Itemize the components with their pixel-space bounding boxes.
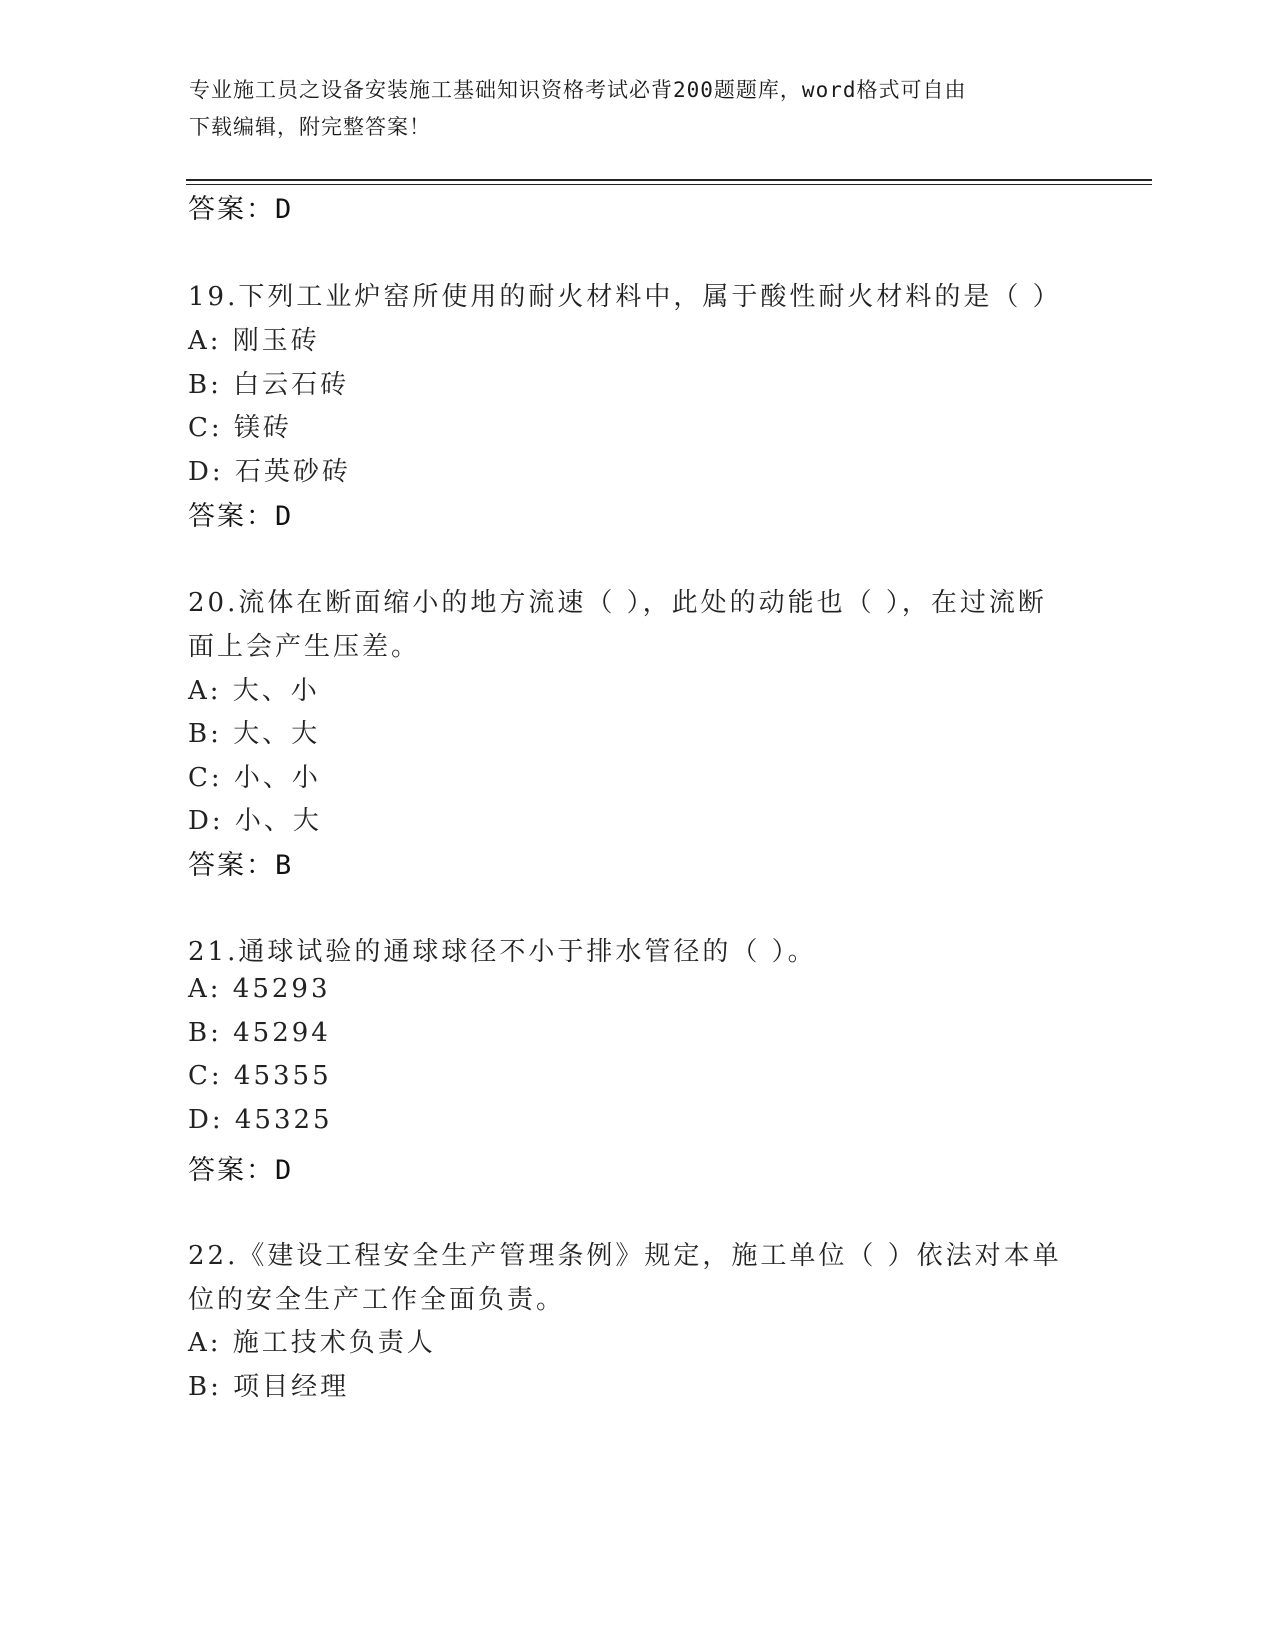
answer-value: D xyxy=(275,1155,294,1186)
answer-label: 答案： xyxy=(188,850,275,881)
question-22-option-b: B: 项目经理 xyxy=(188,1372,350,1402)
answer-value: D xyxy=(275,194,294,225)
question-21-option-c: C: 45355 xyxy=(188,1061,332,1091)
question-21-option-b: B: 45294 xyxy=(188,1018,331,1048)
page-header xyxy=(189,72,1089,146)
question-21-text: 21.通球试验的通球球径不小于排水管径的（ ）。 xyxy=(188,937,817,967)
header-line-1: 专业施工员之设备安装施工基础知识资格考试必背200题题库，word格式可自由 xyxy=(189,78,967,102)
question-19-option-a: A: 刚玉砖 xyxy=(188,326,320,356)
question-22-text-line-1: 22.《建设工程安全生产管理条例》规定，施工单位（ ）依法对本单 xyxy=(188,1241,1062,1271)
question-20-option-c: C: 小、小 xyxy=(188,763,321,793)
question-19-option-d: D: 石英砂砖 xyxy=(188,457,351,487)
answer-label: 答案： xyxy=(188,501,275,532)
header-line-2: 下载编辑，附完整答案！ xyxy=(189,115,431,139)
question-21-option-d: D: 45325 xyxy=(188,1105,333,1135)
question-19-text: 19.下列工业炉窑所使用的耐火材料中，属于酸性耐火材料的是（ ） xyxy=(188,282,1062,312)
answer-label: 答案： xyxy=(188,1155,275,1186)
question-21-option-a: A: 45293 xyxy=(188,974,331,1004)
answer-value: D xyxy=(275,501,294,532)
header-divider-thin xyxy=(186,184,1152,185)
question-21-answer xyxy=(188,1148,293,1187)
question-20-option-b: B: 大、大 xyxy=(188,719,321,749)
question-19-answer xyxy=(188,494,293,533)
question-20-option-a: A: 大、小 xyxy=(188,676,320,706)
answer-value: B xyxy=(275,850,294,881)
answer-label: 答案： xyxy=(188,194,275,225)
question-22-option-a: A: 施工技术负责人 xyxy=(188,1328,436,1358)
answer-line xyxy=(188,187,293,226)
question-22-text-line-2: 位的安全生产工作全面负责。 xyxy=(188,1285,566,1315)
header-divider-thick xyxy=(186,179,1152,181)
question-19-option-b: B: 白云石砖 xyxy=(188,370,350,400)
question-20-answer xyxy=(188,843,293,882)
question-19-option-c: C: 镁砖 xyxy=(188,413,292,443)
question-20-text-line-2: 面上会产生压差。 xyxy=(188,632,421,662)
question-20-option-d: D: 小、大 xyxy=(188,806,322,836)
question-20-text-line-1: 20.流体在断面缩小的地方流速（ ），此处的动能也（ ），在过流断 xyxy=(188,588,1047,618)
